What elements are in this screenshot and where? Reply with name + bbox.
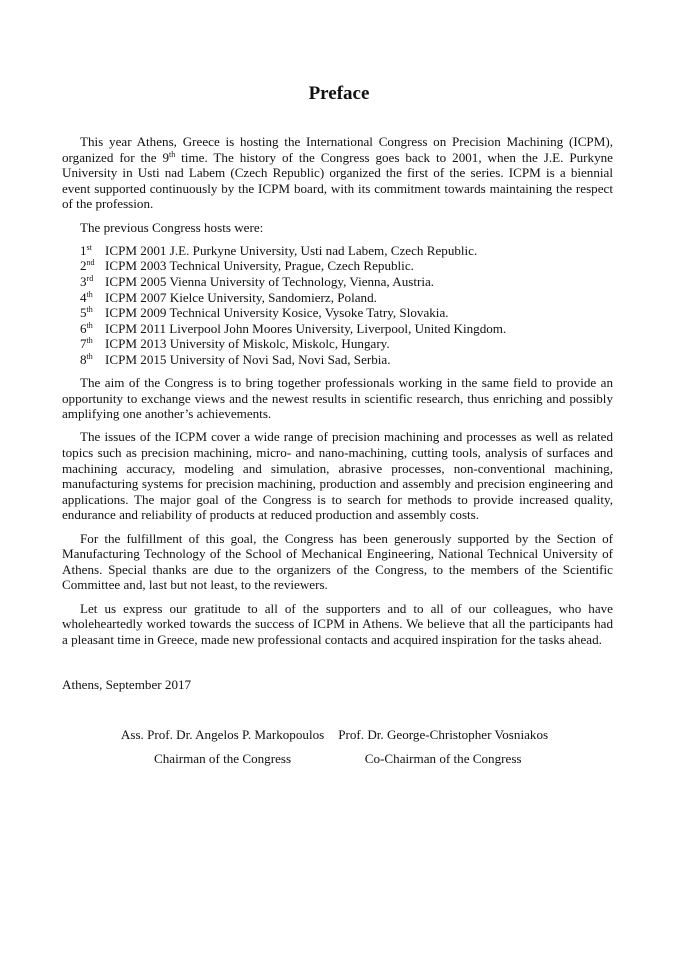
issues-paragraph: The issues of the ICPM cover a wide range of precision machining and processes as well as related topics such as precision machining, micro- and nano-machining, cutting tools, analysis of surfaces and machining accuracy, modeling and simulation, abrasive processes, non-conventional machining, manufacturing systems for precision machining, production and assembly and precision engineering and applications. The major goal of the Congress is to search for methods to provide increased quality, endurance and reliability of products at reduced production and assembly costs.: [62, 429, 613, 523]
list-item: 3rd ICPM 2005 Vienna University of Technology, Vienna, Austria.: [80, 273, 435, 289]
list-item: 6th ICPM 2011 Liverpool John Moores University, Liverpool, United Kingdom.: [80, 320, 507, 336]
signatory-name: Ass. Prof. Dr. Angelos P. Markopoulos: [120, 726, 325, 742]
hosts-list: [80, 243, 613, 368]
list-item: 1st ICPM 2001 J.E. Purkyne University, Usti nad Labem, Czech Republic.: [80, 242, 478, 258]
preface-body: [62, 134, 613, 771]
place-date: Athens, September 2017: [62, 677, 192, 693]
signatory-name: Prof. Dr. George-Christopher Vosniakos: [338, 726, 549, 742]
signatory-role: Co-Chairman of the Congress: [364, 750, 522, 766]
ordinal-suffix: th: [169, 149, 176, 159]
signatory-chairman: [121, 723, 324, 771]
intro-text: This year Athens, Greece is hosting the International Congress on Precision Machining (ICPM), organized for the 9: [62, 134, 613, 165]
list-item: 4th ICPM 2007 Kielce University, Sandomierz, Poland.: [80, 289, 377, 305]
support-paragraph: For the fulfillment of this goal, the Congress has been generously supported by the Section of Manufacturing Technology of the School of Mechanical Engineering, National Technical University of Athens. Special thanks are due to the organizers of the Congress, to the members of the Scientific Committee and, last but not least, to the reviewers.: [62, 530, 613, 593]
signatory-cochairman: [338, 723, 548, 771]
intro-paragraph: [62, 134, 613, 212]
list-item: 5th ICPM 2009 Technical University Kosice, Vysoke Tatry, Slovakia.: [80, 305, 449, 321]
intro-text-cont: time. The history of the Congress goes back to 2001, when the J.E. Purkyne University in Usti nad Labem (Czech Republic) organized the first of the series. ICPM is a biennial event supported continuously by the ICPM board, with its commitment towards maintaining the respect of the profession.: [62, 149, 613, 212]
list-item: 8th ICPM 2015 University of Novi Sad, Novi Sad, Serbia.: [80, 351, 391, 367]
aim-paragraph: The aim of the Congress is to bring together professionals working in the same field to provide an opportunity to exchange views and the newest results in scientific research, thus enriching and possibly amplifying one another’s achievements.: [62, 375, 613, 422]
signatory-role: Chairman of the Congress: [154, 750, 292, 766]
list-item: 2nd ICPM 2003 Technical University, Prague, Czech Republic.: [80, 258, 414, 274]
gratitude-paragraph: Let us express our gratitude to all of the supporters and to all of our colleagues, who have wholeheartedly worked towards the success of ICPM in Athens. We believe that all the participants had a pleasant time in Greece, made new professional contacts and acquired inspiration for the tasks ahead.: [62, 600, 613, 647]
signatures: [56, 723, 613, 771]
hosts-intro: The previous Congress hosts were:: [80, 219, 264, 235]
page-title: Preface: [308, 83, 370, 104]
list-item: 7th ICPM 2013 University of Miskolc, Miskolc, Hungary.: [80, 336, 390, 352]
